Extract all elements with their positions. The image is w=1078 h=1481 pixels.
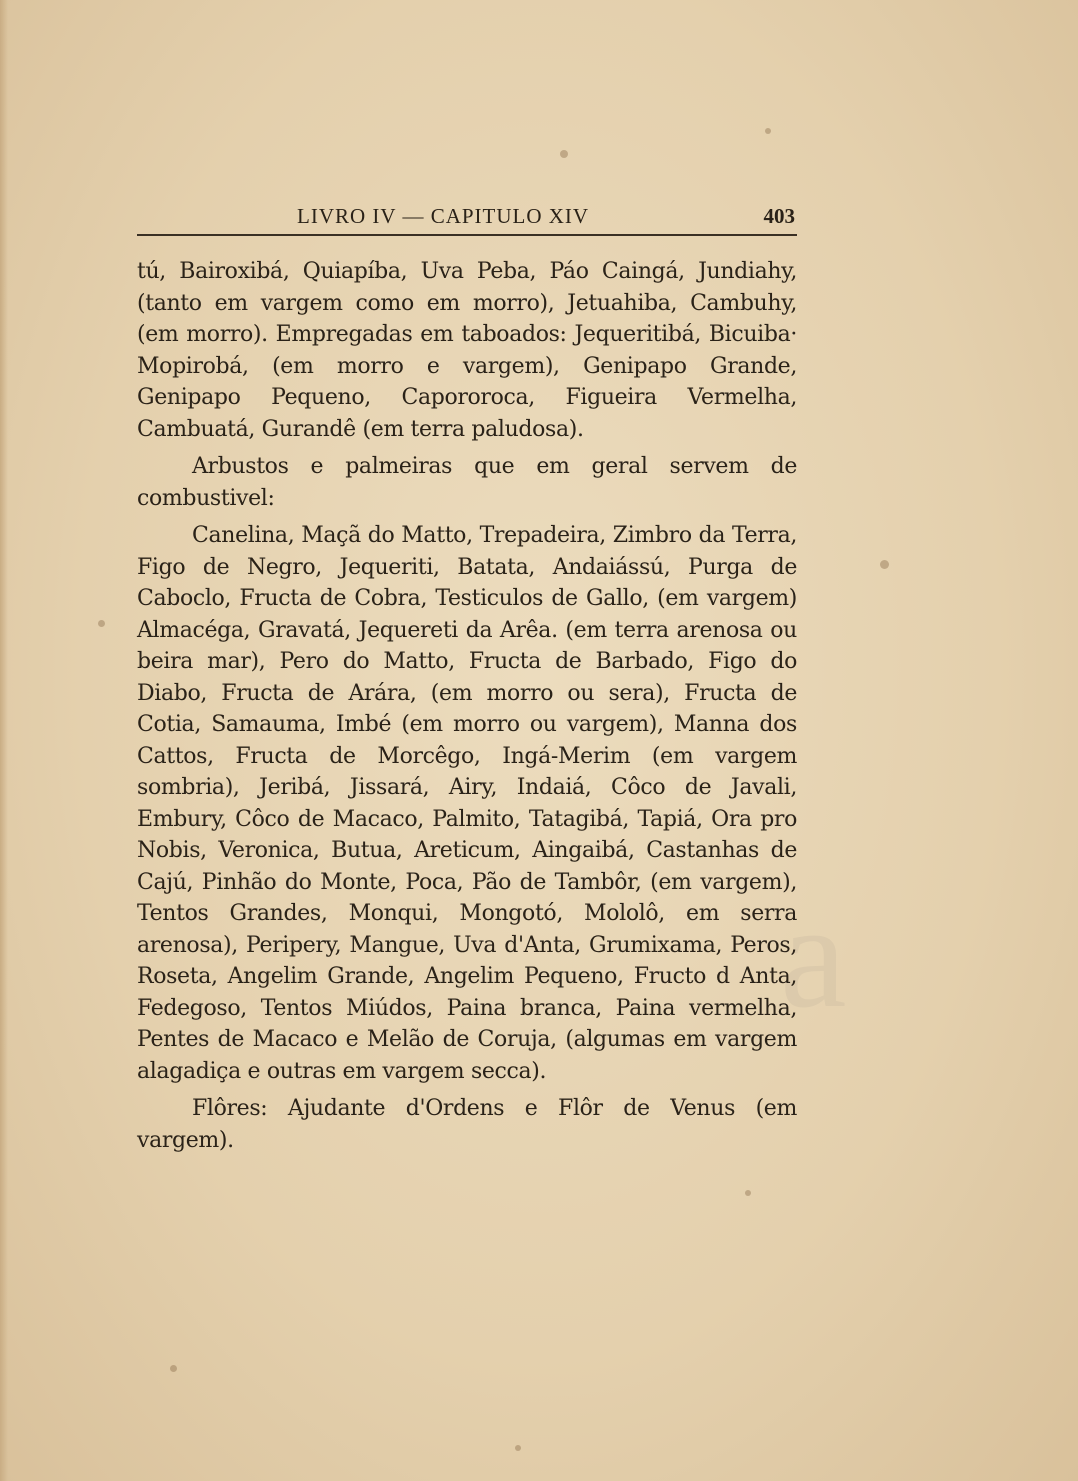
paper-speck [98,620,105,627]
paragraph-continuation: tú, Bairoxibá, Quiapíba, Uva Peba, Páo Caingá, Jundiahy, (tanto em vargem como em morro), Jetuahiba, Cambuhy, (em morro). Empregadas em taboados: Jequeritibá, Bicuiba· Mopirobá, (em morro e vargem), Genipapo Grande, Genipapo Pequeno, Capororoca, Figueira Vermelha, Cambuatá, Gurandê (em terra paludosa). [137,259,797,442]
body-text [137,256,797,1156]
paper-speck [170,1365,177,1372]
watermark: a [780,873,847,1039]
paragraph-species-list: Canelina, Maçã do Matto, Trepadeira, Zimbro da Terra, Figo de Negro, Jequeriti, Batata, Andaiássú, Purga de Caboclo, Fructa de Cobra, Testiculos de Gallo, (em vargem) Almacéga, Gravatá, Jequereti da Arêa. (em terra arenosa ou beira mar), Pero do Matto, Fructa de Barbado, Figo do Diabo, Fructa de Arára, (em morro ou sera), Fructa de Cotia, Samauma, Imbé (em morro ou vargem), Manna dos Cattos, Fructa de Morcêgo, Ingá-Merim (em vargem sombria), Jeribá, Jissará, Airy, Indaiá, Côco de Javali, Embury, Côco de Macaco, Palmito, Tatagibá, Tapiá, Ora pro Nobis, Veronica, Butua, Areticum, Aingaibá, Castanhas de Cajú, Pinhão do Monte, Poca, Pão de Tambôr, (em vargem), Tentos Grandes, Monqui, Mongotó, Mololô, em serra arenosa), Peripery, Mangue, Uva d'Anta, Grumixama, Peros, Roseta, Angelim Grande, Angelim Pequeno, Fructo d Anta, Fedegoso, Tentos Miúdos, Paina branca, Paina vermelha, Pentes de Macaco e Melão de Coruja, (algumas em vargem alagadiça e outras em vargem secca). [137,523,797,1084]
paper-speck [880,560,889,569]
paper-speck [515,1445,521,1451]
paragraph-flores: Flôres: Ajudante d'Ordens e Flôr de Venus (em vargem). [137,1096,797,1153]
page-number: 403 [763,204,795,228]
page-edge-shadow [0,0,8,1481]
paper-speck [745,1190,751,1196]
running-head [137,200,797,236]
paper-speck [765,128,771,134]
paper-speck [560,150,568,158]
running-title: LIVRO IV — CAPITULO XIV [297,204,590,228]
paragraph-arbustos-intro: Arbustos e palmeiras que em geral servem de combustivel: [137,454,797,511]
